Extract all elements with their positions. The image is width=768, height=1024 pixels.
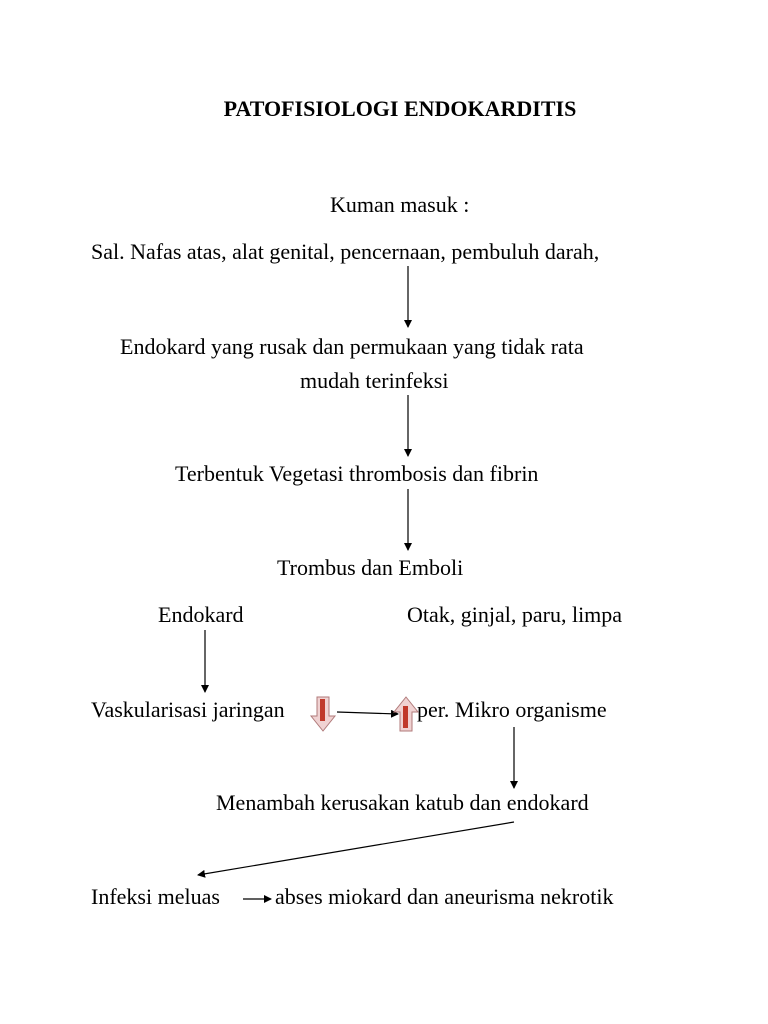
page-title: PATOFISIOLOGI ENDOKARDITIS [223, 96, 577, 121]
node-endokard-rusak-line2: mudah terinfeksi [300, 368, 449, 393]
node-sources: Sal. Nafas atas, alat genital, pencernaan, pembuluh darah, [91, 239, 600, 264]
node-organs: Otak, ginjal, paru, limpa [407, 602, 623, 627]
node-mikro-organisme: per. Mikro organisme [417, 697, 607, 722]
node-vegetasi: Terbentuk Vegetasi thrombosis dan fibrin [175, 461, 539, 486]
node-endokard: Endokard [158, 602, 244, 627]
node-endokard-rusak-line1: Endokard yang rusak dan permukaan yang tidak rata [120, 334, 584, 359]
node-kuman-masuk: Kuman masuk : [330, 192, 470, 217]
node-abses: abses miokard dan aneurisma nekrotik [275, 884, 614, 909]
node-menambah-kerusakan: Menambah kerusakan katub dan endokard [216, 790, 589, 815]
node-vaskularisasi: Vaskularisasi jaringan [91, 697, 285, 722]
red-down-arrow-icon [311, 697, 335, 731]
node-infeksi-meluas: Infeksi meluas [91, 884, 220, 909]
arrow-menambah-to-infeksi [198, 822, 514, 875]
node-trombus-emboli: Trombus dan Emboli [277, 555, 464, 580]
arrow-vaskularisasi-to-mikro [337, 712, 398, 714]
